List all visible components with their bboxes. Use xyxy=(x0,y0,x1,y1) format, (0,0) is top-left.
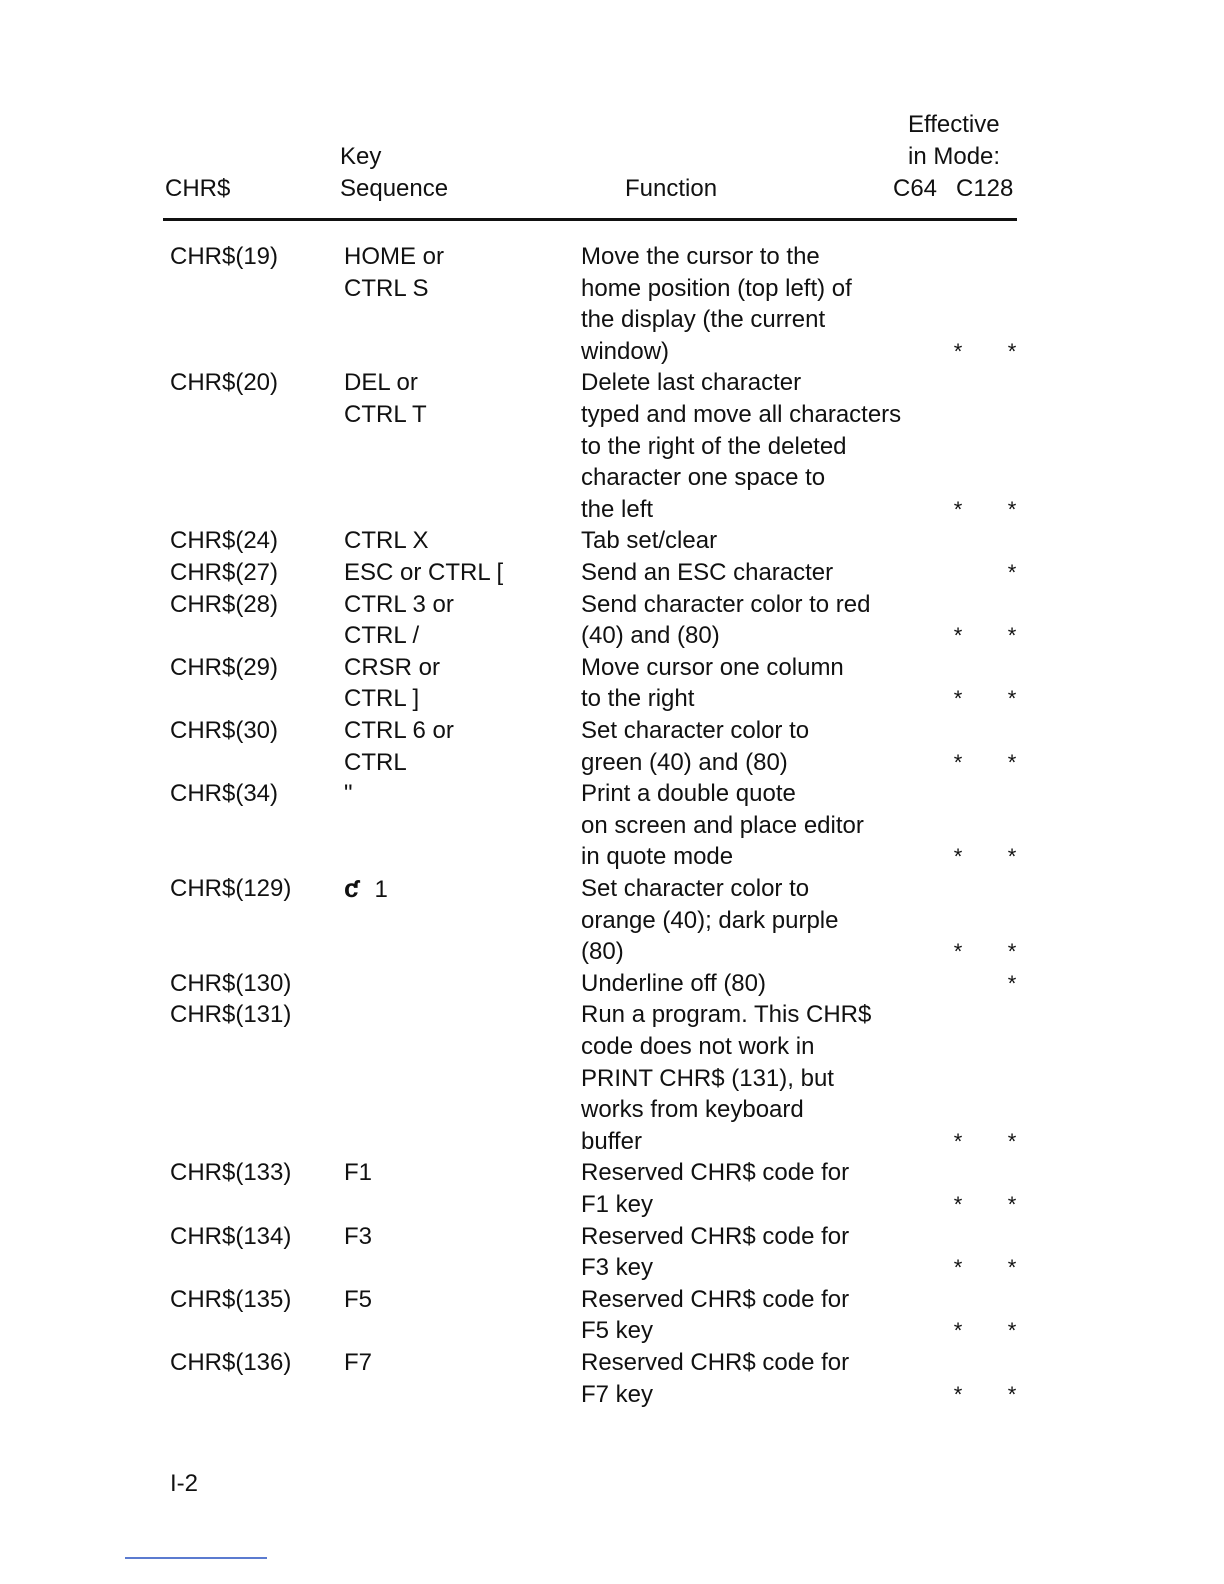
c128-mode-mark: * xyxy=(1007,1318,1017,1344)
key-sequence xyxy=(344,241,444,304)
function-line: F5 key xyxy=(581,1317,654,1345)
function-line: to the right xyxy=(581,685,695,713)
c64-mode-mark: * xyxy=(953,1128,963,1154)
key-sequence-line: ESC or CTRL [ xyxy=(344,559,504,586)
c64-mode-mark: * xyxy=(953,686,963,712)
header-in-mode: in Mode: xyxy=(908,143,1001,170)
function-line: Reserved CHR$ code for xyxy=(581,1285,850,1313)
chr-code: CHR$(20) xyxy=(170,369,279,397)
key-sequence xyxy=(344,652,440,715)
function-line: buffer xyxy=(581,1127,642,1155)
function-line: code does not work in xyxy=(581,1032,815,1060)
key-sequence xyxy=(344,1221,372,1253)
key-sequence-line: DEL or xyxy=(344,369,418,397)
key-sequence-line: CTRL T xyxy=(344,400,427,428)
key-sequence-line: CTRL ] xyxy=(344,685,420,713)
c128-mode-mark: * xyxy=(1007,1255,1017,1281)
function-description xyxy=(581,589,871,652)
function-line: Set character color to xyxy=(581,875,810,902)
function-line: green (40) and (80) xyxy=(581,748,788,776)
key-sequence-line: F5 xyxy=(344,1285,373,1313)
chr-code: CHR$(129) xyxy=(170,875,292,902)
key-sequence-line: F7 xyxy=(344,1349,373,1376)
key-sequence xyxy=(344,367,427,430)
function-description xyxy=(581,968,766,1000)
c128-mode-mark: * xyxy=(1007,338,1017,364)
function-line: Send character color to red xyxy=(581,590,871,618)
function-description xyxy=(581,778,864,873)
function-line: F3 key xyxy=(581,1254,654,1282)
key-sequence-line: CTRL 6 or xyxy=(344,717,454,744)
function-line: Reserved CHR$ code for xyxy=(581,1159,850,1187)
key-sequence xyxy=(344,1347,372,1379)
key-sequence-line: HOME or xyxy=(344,243,445,270)
chr-code: CHR$(130) xyxy=(170,969,292,997)
c128-mode-mark: * xyxy=(1007,749,1017,775)
chr-code: CHR$(27) xyxy=(170,559,279,586)
function-line: works from keyboard xyxy=(581,1096,804,1124)
chr-code: CHR$(30) xyxy=(170,717,279,744)
function-line: Underline off (80) xyxy=(581,969,766,997)
function-line: Set character color to xyxy=(581,717,810,744)
key-sequence-line: " xyxy=(344,780,353,808)
function-line: in quote mode xyxy=(581,843,734,871)
page-number: I-2 xyxy=(170,1470,199,1497)
function-description xyxy=(581,1221,849,1284)
function-line: Move cursor one column xyxy=(581,653,844,681)
function-line: home position (top left) of xyxy=(581,274,852,302)
function-line: orange (40); dark purple xyxy=(581,906,839,934)
c128-mode-mark: * xyxy=(1007,623,1017,649)
function-line: the left xyxy=(581,495,654,523)
function-description xyxy=(581,525,717,557)
c128-mode-mark: * xyxy=(1007,686,1017,712)
function-line: to the right of the deleted xyxy=(581,432,847,460)
function-line: Move the cursor to the xyxy=(581,243,820,270)
c128-mode-mark: * xyxy=(1007,970,1017,996)
key-sequence xyxy=(344,778,353,810)
chr-code: CHR$(136) xyxy=(170,1349,292,1376)
chr-code: CHR$(135) xyxy=(170,1285,292,1313)
function-line: Reserved CHR$ code for xyxy=(581,1222,850,1250)
key-sequence-line: CTRL 3 or xyxy=(344,590,454,618)
chr-code: CHR$(19) xyxy=(170,243,279,270)
header-effective: Effective xyxy=(908,111,1000,138)
header-key-line1: Key xyxy=(340,143,382,170)
key-sequence xyxy=(344,873,388,906)
function-line: Run a program. This CHR$ xyxy=(581,1001,872,1029)
header-c64: C64 xyxy=(893,175,938,202)
function-line: the display (the current xyxy=(581,306,826,334)
c64-mode-mark: * xyxy=(953,338,963,364)
function-line: Tab set/clear xyxy=(581,527,718,555)
header-function: Function xyxy=(625,175,718,202)
function-line: F1 key xyxy=(581,1190,654,1218)
function-line: (40) and (80) xyxy=(581,622,720,650)
function-line: Print a double quote xyxy=(581,780,796,808)
c64-mode-mark: * xyxy=(953,844,963,870)
function-description xyxy=(581,1284,849,1347)
chr-code: CHR$(24) xyxy=(170,527,279,555)
chr-code: CHR$(29) xyxy=(170,653,279,681)
c64-mode-mark: * xyxy=(953,1192,963,1217)
function-line: Reserved CHR$ code for xyxy=(581,1349,850,1376)
function-description xyxy=(581,1347,849,1410)
function-line: on screen and place editor xyxy=(581,811,864,839)
key-sequence-line: F1 xyxy=(344,1159,373,1187)
key-sequence-line: 1 xyxy=(374,876,388,903)
key-sequence-line: CTRL X xyxy=(344,527,429,555)
key-sequence xyxy=(344,525,428,557)
function-line: window) xyxy=(581,337,670,365)
function-description xyxy=(581,873,838,968)
key-sequence-line: F3 xyxy=(344,1222,373,1250)
header-chr: CHR$ xyxy=(165,175,231,202)
c128-mode-mark: * xyxy=(1007,1128,1017,1154)
key-sequence xyxy=(344,715,454,778)
function-line: Delete last character xyxy=(581,369,802,397)
key-sequence xyxy=(344,589,454,652)
function-description xyxy=(581,652,844,715)
commodore-key-icon: ƈ xyxy=(344,873,359,903)
header-key-sequence: Sequence xyxy=(340,175,449,202)
c64-mode-mark: * xyxy=(953,749,963,775)
chr-code: CHR$(28) xyxy=(170,590,279,618)
c128-mode-mark: * xyxy=(1007,939,1017,965)
function-description xyxy=(581,241,852,367)
function-description xyxy=(581,999,871,1157)
c64-mode-mark: * xyxy=(953,939,963,965)
function-description xyxy=(581,1157,849,1220)
header-rule xyxy=(163,218,1017,221)
key-sequence-line: CTRL xyxy=(344,748,407,776)
function-description xyxy=(581,715,809,778)
key-sequence-line: CRSR or xyxy=(344,653,441,681)
c64-mode-mark: * xyxy=(953,1318,963,1344)
function-line: character one space to xyxy=(581,464,826,492)
c128-mode-mark: * xyxy=(1007,560,1017,585)
key-sequence-line: CTRL S xyxy=(344,274,429,302)
key-sequence-line: CTRL / xyxy=(344,622,420,650)
function-description xyxy=(581,367,901,525)
c128-mode-mark: * xyxy=(1007,496,1017,522)
function-line: F7 key xyxy=(581,1380,654,1408)
function-line: (80) xyxy=(581,938,624,966)
footer-line xyxy=(125,1557,267,1559)
key-sequence xyxy=(344,1284,372,1316)
key-sequence xyxy=(344,557,503,589)
function-line: Send an ESC character xyxy=(581,559,834,586)
c64-mode-mark: * xyxy=(953,1255,963,1281)
c64-mode-mark: * xyxy=(953,1381,963,1407)
chr-code: CHR$(131) xyxy=(170,1001,292,1029)
function-description xyxy=(581,557,833,589)
chr-code: CHR$(133) xyxy=(170,1159,292,1187)
function-line: PRINT CHR$ (131), but xyxy=(581,1064,834,1092)
c128-mode-mark: * xyxy=(1007,1192,1017,1217)
c64-mode-mark: * xyxy=(953,623,963,649)
chr-code: CHR$(34) xyxy=(170,780,279,808)
c128-mode-mark: * xyxy=(1007,1381,1017,1407)
c128-mode-mark: * xyxy=(1007,844,1017,870)
c64-mode-mark: * xyxy=(953,496,963,522)
function-line: typed and move all characters xyxy=(581,400,902,428)
header-c128: C128 xyxy=(956,175,1014,202)
chr-code: CHR$(134) xyxy=(170,1222,292,1250)
key-sequence xyxy=(344,1157,372,1189)
